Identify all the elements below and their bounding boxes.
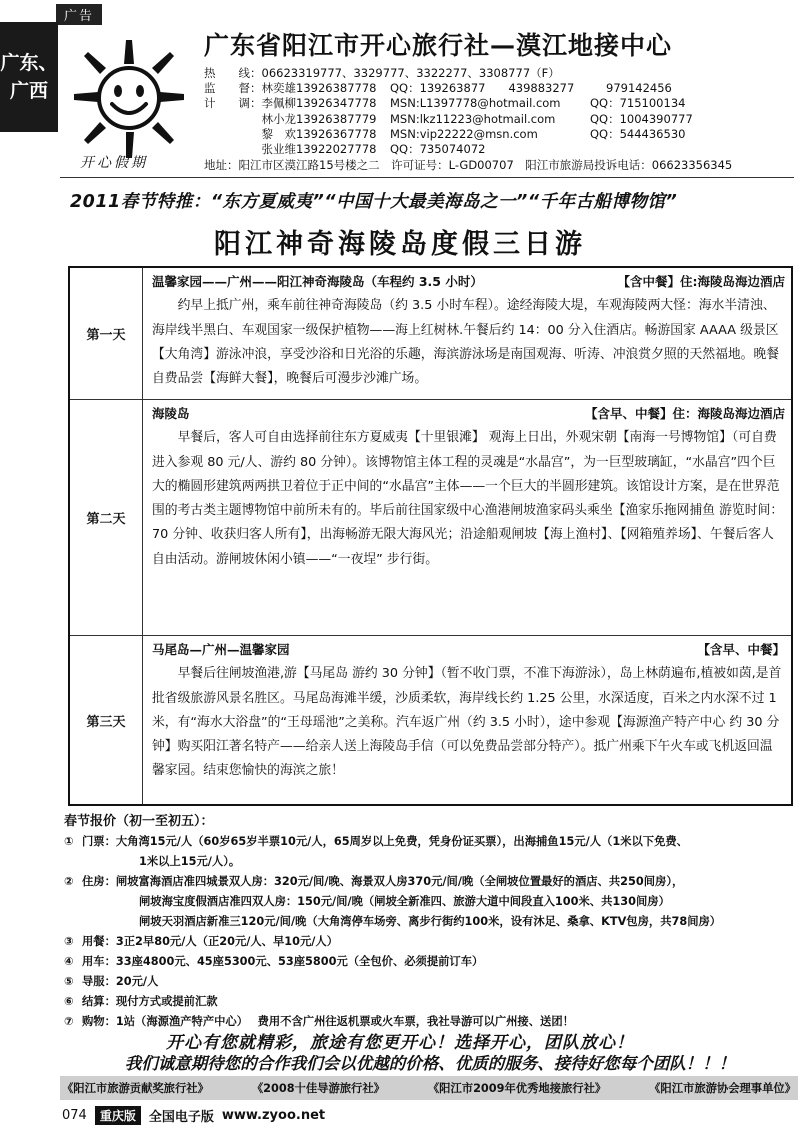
day-meals: 【含早、中餐】住：海陵岛海边酒店 — [584, 406, 785, 421]
price-line: 结算：现付方式或提前汇款 — [82, 995, 218, 1008]
contact-col-1: 黎 欢13926367778 — [204, 126, 377, 141]
contact-col-1: 计 调：李佩柳13926347778 — [204, 96, 377, 111]
price-heading: 春节报价（初一至初五）： — [64, 814, 214, 829]
logo-caption: 开心假期 — [80, 155, 148, 171]
award-item: 《2008十佳导游旅行社》 — [251, 1082, 385, 1095]
award-item: 《阳江市旅游协会理事单位》 — [649, 1082, 796, 1095]
award-item: 《阳江市旅游贡献奖旅行社》 — [62, 1082, 209, 1095]
itinerary-table — [68, 266, 793, 806]
slogan-primary: 开心有您就精彩，旅途有您更开心！选择开心，团队放心！ — [166, 1033, 634, 1053]
award-item: 《阳江市2009年优秀地接旅行社》 — [427, 1082, 607, 1095]
day-route: 温馨家园——广州——阳江神奇海陵岛（车程约 3.5 小时） — [152, 274, 483, 289]
price-item — [64, 872, 800, 932]
contact-col-3: QQ：1004390777 — [590, 111, 693, 126]
day-body — [152, 638, 785, 784]
promo-headline: 2011春节特推：“东方夏威夷”“中国十大最美海岛之一”“千年古船博物馆” — [70, 192, 678, 212]
price-item — [64, 972, 800, 992]
day-route: 马尾岛—广州—温馨家园 — [152, 642, 290, 657]
contact-col-3: QQ：544436530 — [590, 126, 686, 141]
price-item-number: ④ — [64, 955, 74, 968]
itinerary-day-2 — [70, 400, 791, 636]
price-item-number: ⑥ — [64, 995, 74, 1008]
slogan-secondary: 我们诚意期待您的合作我们会以优越的价格、优质的服务、接待好您每个团队！！！ — [124, 1054, 736, 1073]
price-line: 门票：大角湾15元/人（60岁65岁半票10元/人，65周岁以上免费，凭身份证买票），出海捕鱼15元/人（1米以下免费、 — [82, 835, 688, 848]
day-body — [152, 270, 785, 391]
price-line: 用餐：3正2早80元/人（正20元/人、早10元/人） — [82, 935, 339, 948]
price-line: 导服：20元/人 — [82, 975, 159, 988]
price-line: 闸坡海宝度假酒店准四双人房：150元/间/晚（闸坡全新准四、旅游大道中间段直入100米、共130间房） — [139, 895, 670, 908]
price-item — [64, 932, 800, 952]
day-label — [70, 636, 143, 804]
price-item-number: ③ — [64, 935, 74, 948]
price-section — [64, 812, 800, 1032]
price-line: 闸坡天羽酒店新准三120元/间/晚（大角湾停车场旁、离步行街约100米，设有沐足、桑拿、KTV包房，共78间房） — [139, 915, 722, 928]
price-item-number: ② — [64, 875, 74, 888]
price-item-number: ⑦ — [64, 1015, 74, 1028]
contact-col-2: MSN:L1397778@hotmail.com — [390, 96, 561, 111]
price-item-number: ① — [64, 835, 74, 848]
edition-badge: 重庆版 — [95, 1106, 141, 1125]
price-line: 1米以上15元/人）。 — [139, 855, 241, 868]
itinerary-day-3 — [70, 636, 791, 804]
region-tab-line-2: 广西 — [9, 80, 48, 102]
day-label — [70, 400, 143, 635]
national-edition-label: 全国电子版 — [148, 1110, 214, 1125]
price-line: 用车：33座4800元、45座5300元、53座5800元（全包价、必须提前订车） — [82, 955, 484, 968]
region-tab-line-1: 广东、 — [0, 52, 58, 74]
contact-col-1: 张业维13922027778 — [204, 141, 377, 156]
contact-col-2: MSN:vip22222@msn.com — [390, 126, 538, 141]
price-item — [64, 832, 800, 872]
price-item — [64, 992, 800, 1012]
price-line: 住房：闸坡富海酒店准四城景双人房：320元/间/晚、海景双人房370元/间/晚（全闸坡位置最好的酒店、共250间房）， — [82, 875, 684, 888]
day-label-text: 第二天 — [86, 512, 126, 527]
price-line: 购物：1站（海源渔产特产中心） 费用不含广州往返机票或火车票，我社导游可以广州接、送团！ — [82, 1015, 574, 1028]
region-tab — [0, 22, 58, 132]
contact-col-2: QQ：139263877 439883277 — [390, 81, 575, 96]
price-item-number: ⑤ — [64, 975, 74, 988]
day-route: 海陵岛 — [152, 406, 190, 421]
day-description: 早餐后往闸坡渔港,游【马尾岛 游约 30 分钟】（暂不收门票，不准下海游泳），岛上林荫遍布,植被如茵,是首批省级旅游风景名胜区。马尾岛海滩半缓，沙质柔软，海岸线长约 1.25 公里，水深适度，百米之内水深不过 1 米，有“海水大浴盘”的“王母瑶池”之美称。汽车返广州（约 3.5 小时），途中参观【海源渔产特产中心 约 30 分钟】购买阳江著名特产——给亲人送上海陵岛手信（可以免费品尝部分特产）。抵广州乘下午火车或飞机返回温馨家园。结束您愉快的海滨之旅！ — [152, 666, 782, 779]
day-label-text: 第一天 — [86, 328, 126, 343]
contact-col-1: 林小龙13926387779 — [204, 111, 377, 126]
agency-title: 广东省阳江市开心旅行社—漠江地接中心 — [204, 31, 673, 60]
ad-tag: 广告 — [56, 4, 102, 25]
day-meals: 【含早、中餐】 — [697, 642, 785, 657]
contact-col-1: 监 督：林奕雄13926387778 — [204, 81, 377, 96]
day-label — [70, 268, 143, 399]
day-body — [152, 402, 785, 572]
address-line: 地址：阳江市区漠江路15号楼之二 许可证号：L-GD00707 阳江市旅游局投诉电话：06623356345 — [204, 158, 733, 172]
website-link[interactable]: www.zyoo.net — [221, 1108, 326, 1123]
awards-bar — [60, 1076, 798, 1100]
day-meals: 【含中餐】住:海陵岛海边酒店 — [617, 274, 785, 289]
day-description: 早餐后，客人可自由选择前往东方夏威夷【十里银滩】 观海上日出，外观宋朝【南海一号博物馆】（可自费进入参观 80 元/人、游约 80 分钟）。该博物馆主体工程的灵魂是“水晶宫”，为一巨型玻璃缸，“水晶宫”四个巨大的椭圆形建筑两两拱卫着位于正中间的“水晶宫”主体——一个巨大的半圆形建筑。该馆设计方案，是在世界范围的考古类主题博物馆中前所未有的。毕后前往国家级中心渔港闸坡渔家码头乘坐【渔家乐拖网捕鱼 游览时间：70 分钟、收获归客人所有】，出海畅游无限大海风光；沿途船观闸坡【海上渔村】、【网箱殖养场】、午餐后客人自由活动。游闸坡休闲小镇——“一夜埕” 步行街。 — [152, 430, 784, 567]
page-footer — [62, 1106, 325, 1125]
header-divider — [60, 177, 794, 178]
contact-col-2: QQ：735074072 — [390, 141, 486, 156]
day-label-text: 第三天 — [86, 714, 126, 730]
contact-col-3: 979142456 — [606, 81, 672, 96]
contact-col-2: MSN:lkz11223@hotmail.com — [390, 111, 556, 126]
page-number: 074 — [62, 1108, 87, 1123]
contact-col-3: QQ：715100134 — [590, 96, 686, 111]
page-title: 阳江神奇海陵岛度假三日游 — [214, 229, 586, 260]
day-description: 约早上抵广州，乘车前往神奇海陵岛（约 3.5 小时车程）。途经海陵大堤，车观海陵两大怪：海水半清浊、海岸线半黑白、车观国家一级保护植物——海上红树林.午餐后约 14：00 分入住酒店。畅游国家 AAAA 级景区【大角湾】游泳冲浪，享受沙浴和日光浴的乐趣，海滨游泳场是南国观海、听涛、冲浪赏夕照的天然福地。晚餐自费品尝【海鲜大餐】，晚餐后可漫步沙滩广场。 — [152, 298, 780, 387]
price-item — [64, 952, 800, 972]
itinerary-day-1 — [70, 268, 791, 400]
contact-col-1: 热 线：06623319777、3329777、3322277、3308777（F） — [204, 66, 560, 80]
